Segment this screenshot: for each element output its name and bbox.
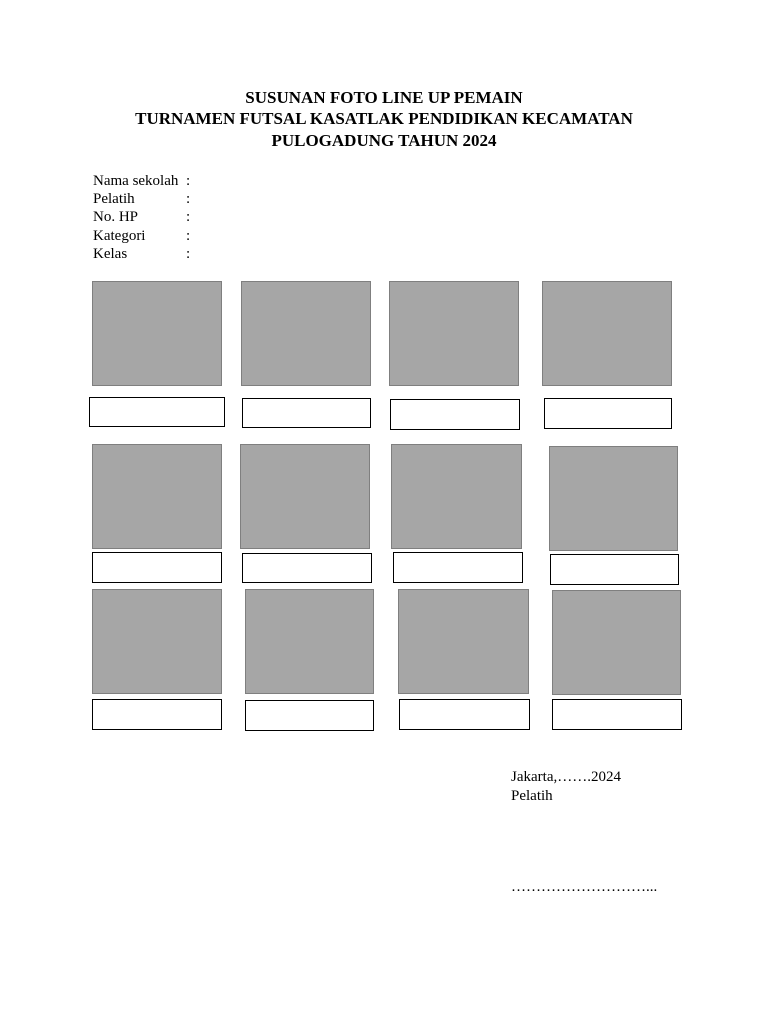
field-row-nama-sekolah xyxy=(93,172,196,190)
field-row-kelas xyxy=(93,245,196,263)
photo-placeholder xyxy=(92,589,222,694)
photo-placeholder xyxy=(398,589,529,694)
info-fields xyxy=(93,172,196,263)
signature-role: Pelatih xyxy=(511,788,553,804)
signature-place-date: Jakarta,…….2024 xyxy=(511,769,621,785)
photo-placeholder xyxy=(389,281,519,386)
photo-placeholder xyxy=(92,444,222,549)
field-row-pelatih xyxy=(93,190,196,208)
player-name-box[interactable] xyxy=(544,398,672,429)
field-colon: : xyxy=(186,209,191,226)
field-colon: : xyxy=(186,245,191,262)
player-name-box[interactable] xyxy=(92,552,222,583)
title-line-2: TURNAMEN FUTSAL KASATLAK PENDIDIKAN KECAMATAN xyxy=(135,109,633,128)
signature-line: ………………………... xyxy=(511,879,658,895)
field-row-no-hp xyxy=(93,208,196,226)
field-label: Kelas xyxy=(93,245,128,262)
photo-placeholder xyxy=(92,281,222,386)
title-line-3: PULOGADUNG TAHUN 2024 xyxy=(271,131,497,150)
player-name-box[interactable] xyxy=(242,398,371,428)
player-name-box[interactable] xyxy=(393,552,523,583)
photo-placeholder xyxy=(240,444,370,549)
photo-placeholder xyxy=(542,281,672,386)
player-name-box[interactable] xyxy=(550,554,679,585)
player-name-box[interactable] xyxy=(242,553,372,583)
photo-placeholder xyxy=(552,590,681,695)
photo-placeholder xyxy=(241,281,371,386)
title-line-1: SUSUNAN FOTO LINE UP PEMAIN xyxy=(245,88,523,107)
player-name-box[interactable] xyxy=(390,399,520,430)
field-colon: : xyxy=(186,173,191,189)
photo-placeholder xyxy=(245,589,374,694)
player-name-box[interactable] xyxy=(399,699,530,730)
field-label: No. HP xyxy=(93,209,139,226)
photo-placeholder xyxy=(391,444,522,549)
player-name-box[interactable] xyxy=(92,699,222,730)
player-name-box[interactable] xyxy=(245,700,374,731)
field-colon: : xyxy=(186,191,191,208)
field-label: Kategori xyxy=(93,227,146,244)
player-name-box[interactable] xyxy=(89,397,225,427)
player-name-box[interactable] xyxy=(552,699,682,730)
photo-placeholder xyxy=(549,446,678,551)
field-colon: : xyxy=(186,227,191,244)
field-row-kategori xyxy=(93,227,196,245)
field-label: Nama sekolah xyxy=(93,173,179,189)
field-label: Pelatih xyxy=(93,191,135,208)
